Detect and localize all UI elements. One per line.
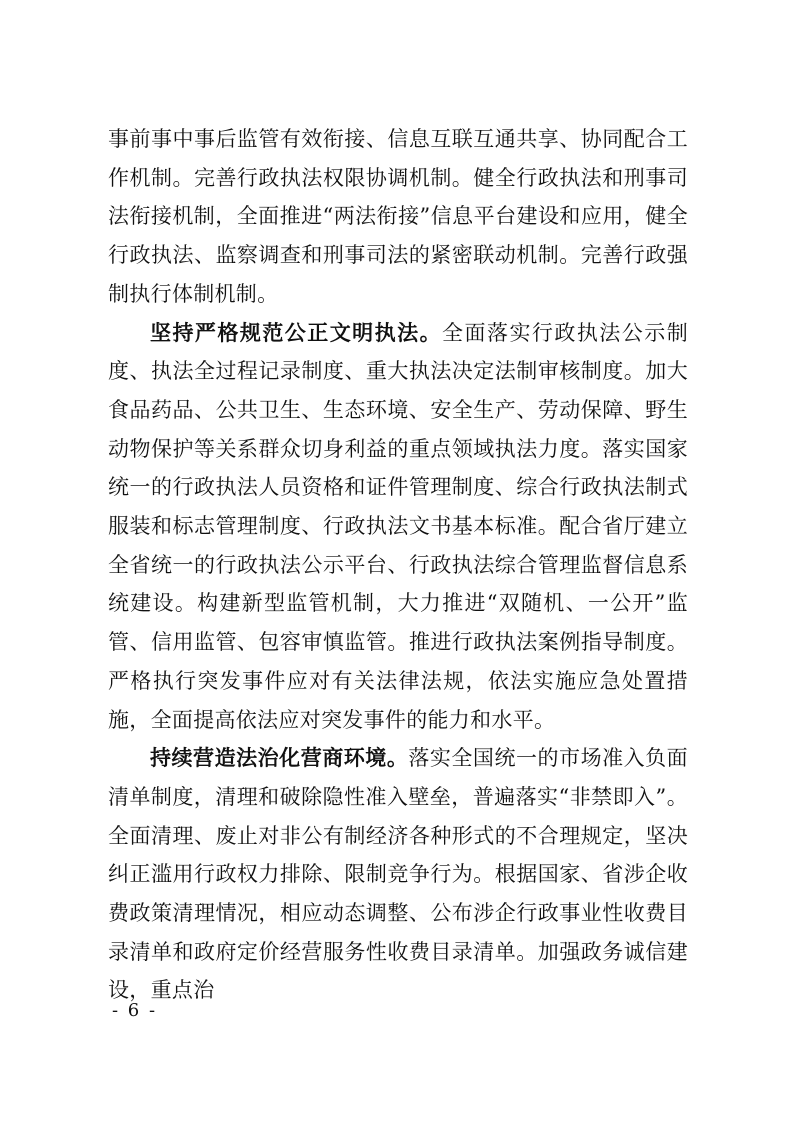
paragraph-continuation [108,120,688,314]
paragraph-strict-enforcement [108,314,688,740]
document-body [108,120,688,1010]
paragraph-business-environment [108,739,688,1010]
paragraph-text: 落实全国统一的市场准入负面清单制度，清理和破除隐性准入壁垒，普遍落实“非禁即入”。全面清理、废止对非公有制经济各种形式的不合理规定，坚决纠正滥用行政权力排除、限制竞争行为。根据国家、省涉企收费政策清理情况，相应动态调整、公布涉企行政事业性收费目录清单和政府定价经营服务性收费目录清单。加强政务诚信建设，重点治 [108,746,688,1003]
paragraph-text: 全面落实行政执法公示制度、执法全过程记录制度、重大执法决定法制审核制度。加大食品药品、公共卫生、生态环境、安全生产、劳动保障、野生动物保护等关系群众切身利益的重点领域执法力度。落实国家统一的行政执法人员资格和证件管理制度、综合行政执法制式服装和标志管理制度、行政执法文书基本标准。配合省厅建立全省统一的行政执法公示平台、行政执法综合管理监督信息系统建设。构建新型监管机制，大力推进“双随机、一公开”监管、信用监管、包容审慎监管。推进行政执法案例指导制度。严格执行突发事件应对有关法律法规，依法实施应急处置措施，全面提高依法应对突发事件的能力和水平。 [108,320,688,732]
paragraph-text: 事前事中事后监管有效衔接、信息互联互通共享、协同配合工作机制。完善行政执法权限协调机制。健全行政执法和刑事司法衔接机制，全面推进“两法衔接”信息平台建设和应用，健全行政执法、监察调查和刑事司法的紧密联动机制。完善行政强制执行体制机制。 [108,127,688,306]
paragraph-heading: 坚持严格规范公正文明执法。 [150,320,443,345]
paragraph-heading: 持续营造法治化营商环境。 [150,746,409,771]
page-number: - 6 - [112,1000,158,1021]
